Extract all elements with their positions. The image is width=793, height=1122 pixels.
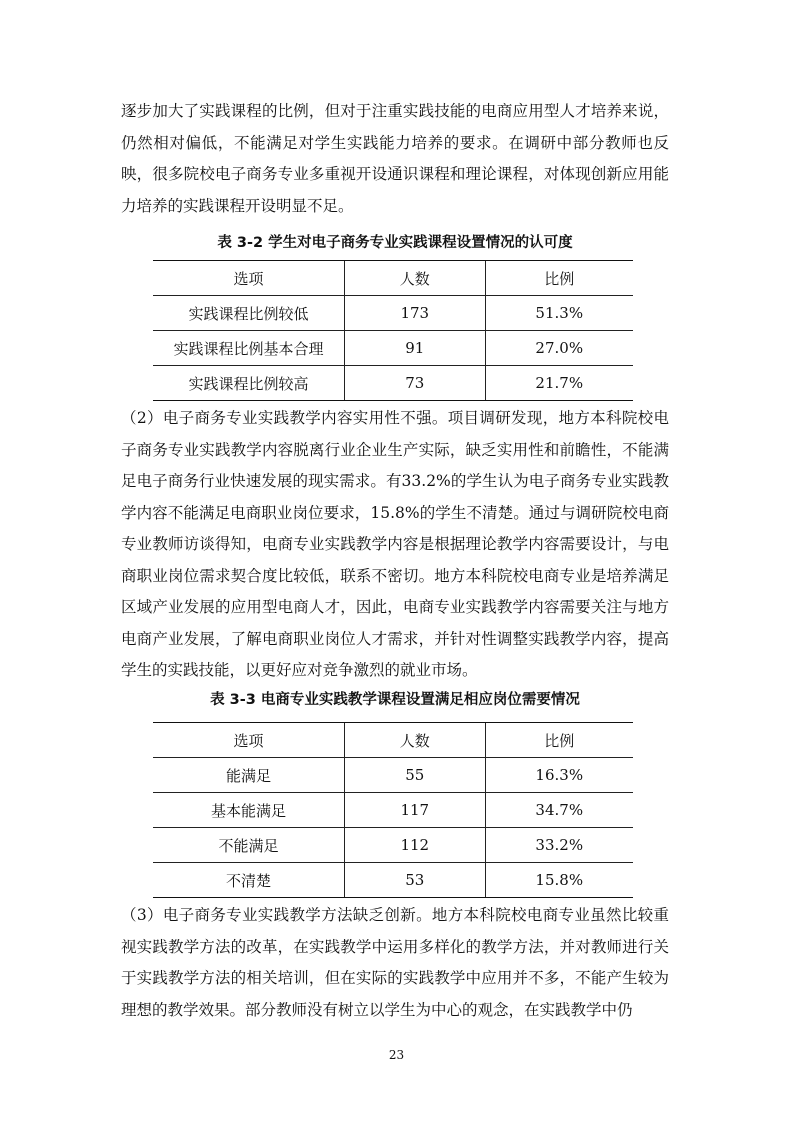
cell-option: 不能满足 [153,828,345,863]
header-ratio: 比例 [485,261,633,296]
cell-count: 91 [345,331,485,366]
table-1 [153,260,633,401]
table-row [153,331,633,366]
table-1-caption: 表 3-2 学生对电子商务专业实践课程设置情况的认可度 [217,235,573,251]
cell-option: 不清楚 [153,863,345,898]
cell-ratio: 27.0% [485,331,633,366]
cell-option: 基本能满足 [153,793,345,828]
cell-option: 实践课程比例较高 [153,366,345,401]
table-row [153,296,633,331]
cell-ratio: 51.3% [485,296,633,331]
cell-count: 112 [345,828,485,863]
paragraph-2: （2）电子商务专业实践教学内容实用性不强。项目调研发现，地方本科院校电子商务专业实践教学内容脱离行业企业生产实际，缺乏实用性和前瞻性，不能满足电子商务行业快速发展的现实需求。有33.2%的学生认为电子商务专业实践教学内容不能满足电商职业岗位要求，15.8%的学生不清楚。通过与调研院校电商专业教师访谈得知，电商专业实践教学内容是根据理论教学内容需要设计，与电商职业岗位需求契合度比较低，联系不密切。地方本科院校电商专业是培养满足区域产业发展的应用型电商人才，因此，电商专业实践教学内容需要关注与地方电商产业发展，了解电商职业岗位人才需求，并针对性调整实践教学内容，提高学生的实践技能，以更好应对竞争激烈的就业市场。 [121,409,669,679]
cell-ratio: 33.2% [485,828,633,863]
cell-ratio: 16.3% [485,758,633,793]
cell-option: 实践课程比例基本合理 [153,331,345,366]
cell-count: 117 [345,793,485,828]
cell-count: 55 [345,758,485,793]
table-row [153,366,633,401]
header-ratio: 比例 [485,723,633,758]
table-header-row [153,261,633,296]
cell-option: 能满足 [153,758,345,793]
cell-ratio: 34.7% [485,793,633,828]
table-row [153,828,633,863]
header-count: 人数 [345,261,485,296]
cell-count: 173 [345,296,485,331]
table-row [153,863,633,898]
cell-ratio: 21.7% [485,366,633,401]
cell-count: 73 [345,366,485,401]
page-number: 23 [388,1048,405,1062]
header-count: 人数 [345,723,485,758]
table-row [153,758,633,793]
paragraph-1: 逐步加大了实践课程的比例，但对于注重实践技能的电商应用型人才培养来说，仍然相对偏低，不能满足对学生实践能力培养的要求。在调研中部分教师也反映，很多院校电子商务专业多重视开设通识课程和理论课程，对体现创新应用能力培养的实践课程开设明显不足。 [121,102,669,215]
cell-ratio: 15.8% [485,863,633,898]
table-2-caption: 表 3-3 电商专业实践教学课程设置满足相应岗位需要情况 [210,692,580,708]
cell-option: 实践课程比例较低 [153,296,345,331]
table-row [153,793,633,828]
table-2 [153,722,633,898]
table-header-row [153,723,633,758]
paragraph-3: （3）电子商务专业实践教学方法缺乏创新。地方本科院校电商专业虽然比较重视实践教学方法的改革，在实践教学中运用多样化的教学方法，并对教师进行关于实践教学方法的相关培训，但在实际的实践教学中应用并不多，不能产生较为理想的教学效果。部分教师没有树立以学生为中心的观念，在实践教学中仍 [121,906,669,1019]
header-option: 选项 [153,261,345,296]
cell-count: 53 [345,863,485,898]
header-option: 选项 [153,723,345,758]
